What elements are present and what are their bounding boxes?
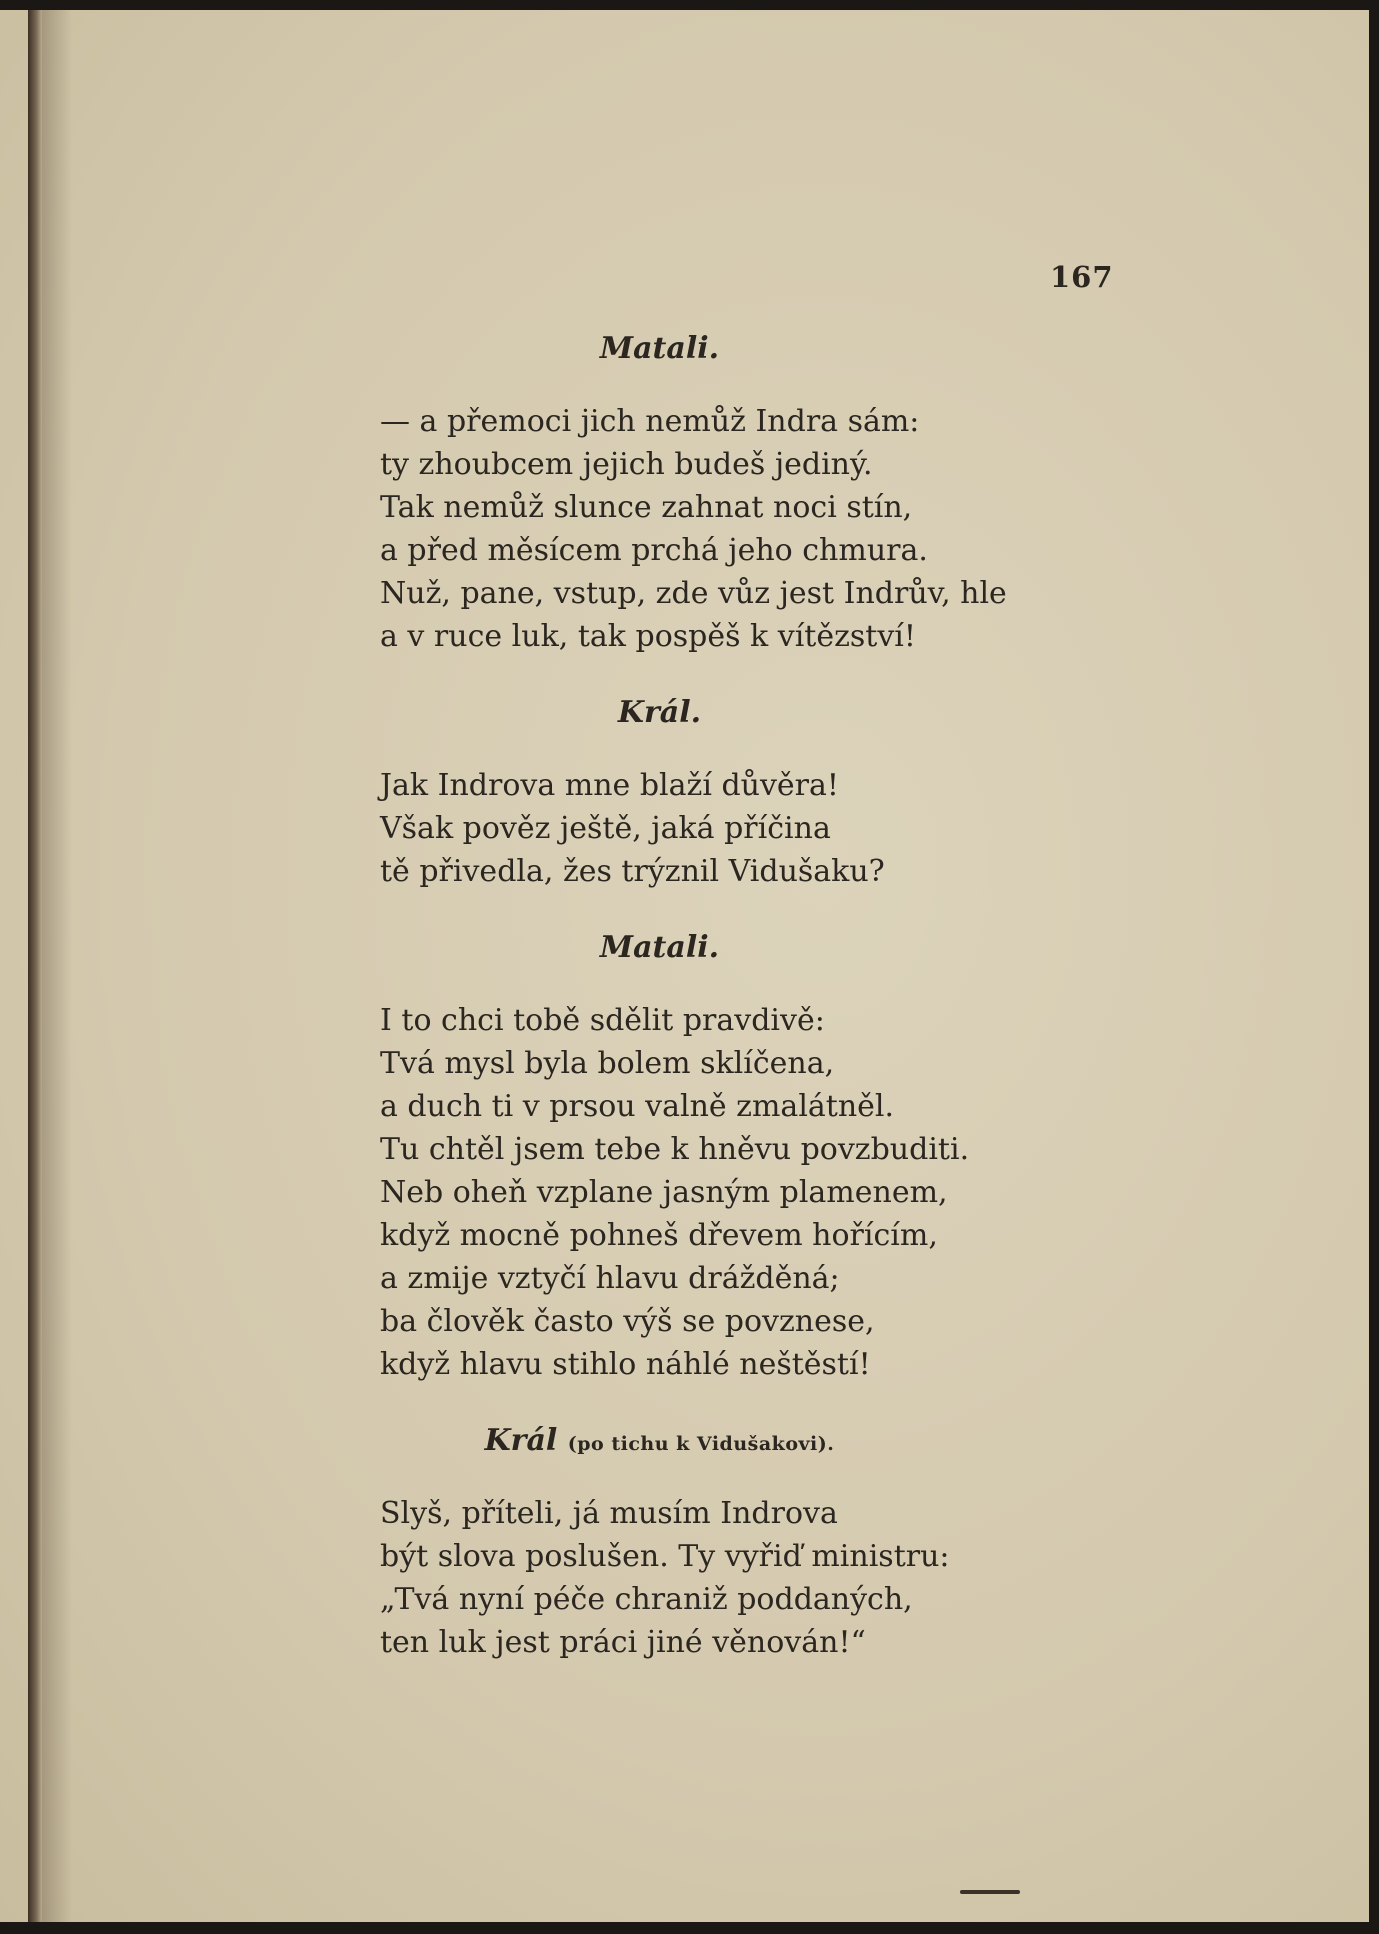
verse-line: a duch ti v prsou valně zmalátněl.	[380, 1089, 895, 1124]
verse-line: — a přemoci jich nemůž Indra sám:	[380, 404, 920, 439]
verse-line: být slova poslušen. Ty vyřiď ministru:	[380, 1539, 950, 1574]
verse-line: když mocně pohneš dřevem hořícím,	[380, 1218, 938, 1253]
speaker-heading-inner	[485, 1423, 835, 1458]
play-text	[380, 328, 1100, 1698]
speaker-name: Král.	[617, 695, 702, 730]
verse-line: ba člověk často výš se povznese,	[380, 1304, 875, 1339]
verse-line: Tvá mysl byla bolem sklíčena,	[380, 1046, 835, 1081]
verse-line: ty zhoubcem jejich budeš jediný.	[380, 447, 873, 482]
verse-line: „Tvá nyní péče chraniž poddaných,	[380, 1582, 913, 1617]
speaker-heading	[0, 692, 1379, 734]
page-number: 167	[1050, 260, 1114, 294]
verse-line: když hlavu stihlo náhlé neštěstí!	[380, 1347, 871, 1382]
speaker-name: Král	[484, 1423, 558, 1458]
stage-direction: (po tichu k Vidušakovi).	[567, 1433, 835, 1455]
verse-line: Jak Indrova mne blaží důvěra!	[380, 768, 839, 803]
page-smudge	[960, 1890, 1020, 1894]
verse-line: Však pověz ještě, jaká příčina	[380, 811, 831, 846]
verse-block	[380, 764, 1100, 893]
verse-line: a před měsícem prchá jeho chmura.	[380, 533, 928, 568]
verse-line: Tak nemůž slunce zahnat noci stín,	[380, 490, 913, 525]
verse-line: tě přivedla, žes trýznil Vidušaku?	[380, 854, 885, 889]
verse-line: a zmije vztyčí hlavu drážděná;	[380, 1261, 840, 1296]
speaker-name: Matali.	[599, 930, 720, 965]
verse-block	[380, 1492, 1100, 1664]
verse-block	[380, 400, 1100, 658]
verse-line: a v ruce luk, tak pospěš k vítězství!	[380, 619, 916, 654]
verse-line: Tu chtěl jsem tebe k hněvu povzbuditi.	[380, 1132, 970, 1167]
verse-line: Nuž, pane, vstup, zde vůz jest Indrův, hle	[380, 576, 1007, 611]
speaker-heading	[0, 927, 1379, 969]
speaker-name: Matali.	[599, 331, 720, 366]
verse-line: Slyš, příteli, já musím Indrova	[380, 1496, 838, 1531]
speaker-heading	[0, 328, 1379, 370]
speaker-heading	[0, 1420, 1379, 1462]
verse-line: Neb oheň vzplane jasným plamenem,	[380, 1175, 948, 1210]
verse-line: ten luk jest práci jiné věnován!“	[380, 1625, 866, 1660]
verse-block	[380, 999, 1100, 1386]
verse-line: I to chci tobě sdělit pravdivě:	[380, 1003, 825, 1038]
book-page	[0, 10, 1369, 1922]
